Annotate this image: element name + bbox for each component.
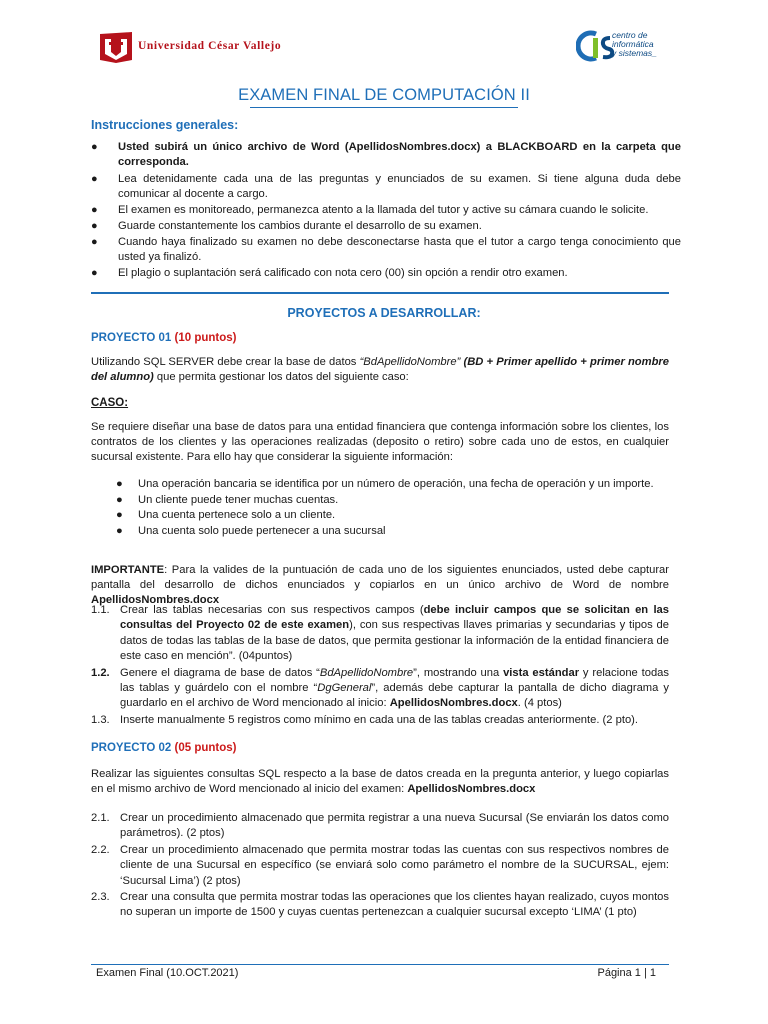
project2-label: PROYECTO 02 xyxy=(91,742,172,754)
project1-tasks xyxy=(91,603,669,729)
bullet-icon: ● xyxy=(91,141,98,153)
bullet-icon: ● xyxy=(91,267,98,279)
caso-item-text: Un cliente puede tener muchas cuentas. xyxy=(138,493,339,506)
task-item xyxy=(91,603,669,665)
task-text: Crear una consulta que permita mostrar todas las operaciones que los clientes hayan realizado, cuyos montos no superan un importe de 1500 y cuyas cuentas pertenezcan a cualquier sucursal excepto ‘LIMA’ (1 pto) xyxy=(120,891,669,919)
instruction-text: Usted subirá un único archivo de Word (ApellidosNombres.docx) a BLACKBOARD en la carpeta que corresponda. xyxy=(118,141,681,168)
projects-heading: PROYECTOS A DESARROLLAR: xyxy=(287,306,481,320)
instruction-text: Guarde constantemente los cambios durante el desarrollo de su examen. xyxy=(118,220,482,232)
instructions-heading: Instrucciones generales: xyxy=(91,118,239,132)
bullet-icon: ● xyxy=(91,204,98,216)
task-number: 2.2. xyxy=(91,843,110,856)
cis-line-3: y sistemas_ xyxy=(612,48,657,58)
footer-divider xyxy=(91,964,669,965)
task-text-bold: vista estándar xyxy=(503,666,580,679)
list-item xyxy=(116,477,656,493)
instruction-text: El examen es monitoreado, permanezca atento a la llamada del tutor y active su cámara cuando le solicite. xyxy=(118,204,649,216)
task-item xyxy=(91,811,669,842)
instruction-text: El plagio o suplantación será calificado con nota cero (00) sin opción a rendir otro examen. xyxy=(118,267,568,279)
task-text: Crear un procedimiento almacenado que permita registrar a una nueva Sucursal (Se enviarán los datos como parámetros). (2 ptos) xyxy=(120,812,669,840)
cis-line-1: centro de xyxy=(612,30,648,40)
important-note xyxy=(91,563,669,608)
footer-exam-date: Examen Final (10.OCT.2021) xyxy=(96,967,239,979)
caso-item-text: Una cuenta pertenece solo a un cliente. xyxy=(138,509,336,522)
task-text-bold: debe incluir campos que se solicitan en las consultas del Proyecto 02 de este examen xyxy=(120,604,670,632)
task-text: Crear las tablas necesarias con sus respectivos campos ( xyxy=(120,604,424,616)
task-item xyxy=(91,666,669,712)
task-text: . (4 ptos) xyxy=(517,697,562,710)
project2-intro xyxy=(91,767,669,797)
section-divider xyxy=(91,292,669,294)
task-item xyxy=(91,713,669,728)
project1-label: PROYECTO 01 xyxy=(91,332,172,344)
important-text: : Para la valides de la puntuación de cada uno de los siguientes enunciados, usted debe capturar pantalla del desarrollo de dichos enunciados y copiarlos en un único archivo de Word de nombre xyxy=(91,564,669,591)
bullet-icon: ● xyxy=(116,525,123,538)
list-item xyxy=(91,219,681,234)
cis-wordmark xyxy=(612,31,657,58)
task-number: 1.1. xyxy=(91,604,110,616)
task-number: 1.3. xyxy=(91,713,110,726)
footer-page-number: Página 1 | 1 xyxy=(597,967,656,979)
project1-intro xyxy=(91,355,669,385)
bullet-icon: ● xyxy=(116,509,123,522)
bullet-icon: ● xyxy=(91,220,98,232)
caso-text: Se requiere diseñar una base de datos para una entidad financiera que contenga información sobre los clientes, los contratos de los clientes y las operaciones realizadas (deposito o retiro) sobre cada uno de estos, en cualquier sucursal existente. Para ello hay que considerar la siguiente información: xyxy=(91,421,669,463)
task-db-name: BdApellidoNombre xyxy=(319,666,414,679)
task-text: ”, además debe capturar la pantalla de dicho diagrama y guardarlo en el archivo de Word mencionado al inicio: xyxy=(120,682,670,710)
project1-title xyxy=(91,332,237,344)
task-text: Genere el diagrama de base de datos “ xyxy=(120,666,320,679)
project2-tasks xyxy=(91,811,669,922)
caso-heading: CASO: xyxy=(91,397,129,409)
intro-db-format: (BD + Primer apellido + primer nombre del alumno) xyxy=(91,356,669,383)
title-underline xyxy=(250,107,518,108)
page-title: EXAMEN FINAL DE COMPUTACIÓN II xyxy=(238,86,530,104)
task-text: Inserte manualmente 5 registros como mínimo en cada una de las tablas creadas anteriormente. (2 pto). xyxy=(120,713,639,726)
important-label: IMPORTANTE xyxy=(91,564,165,576)
bullet-icon: ● xyxy=(116,478,123,490)
task-number: 2.3. xyxy=(91,891,110,904)
task-number: 1.2. xyxy=(91,666,110,679)
project1-points: (10 puntos) xyxy=(174,332,237,344)
cis-line-2: informática xyxy=(612,39,654,49)
important-file: ApellidosNombres.docx xyxy=(91,594,220,606)
list-item xyxy=(116,493,656,509)
bullet-icon: ● xyxy=(116,493,123,506)
caso-item-text: Una cuenta solo puede pertenecer a una sucursal xyxy=(138,525,386,538)
caso-item-text: Una operación bancaria se identifica por un número de operación, una fecha de operación y un importe. xyxy=(138,478,654,490)
task-file-name: ApellidosNombres.docx xyxy=(389,697,518,710)
task-item xyxy=(91,843,669,889)
university-name: Universidad César Vallejo xyxy=(138,40,282,52)
intro-text: Realizar las siguientes consultas SQL respecto a la base de datos creada en la pregunta anterior, y luego copiarlas en el mismo archivo de Word mencionado al inicio del examen: xyxy=(91,768,669,795)
bullet-icon: ● xyxy=(91,236,98,248)
instruction-text: Cuando haya finalizado su examen no debe desconectarse hasta que el tutor a cargo tenga conocimiento que usted ya finalizó. xyxy=(118,236,681,263)
task-text: ”, mostrando una xyxy=(413,666,504,679)
task-text: Crear un procedimiento almacenado que permita mostrar todas las cuentas con sus respectivos nombres de cliente de una Sucursal en específico (se enviará solo como parámetro el nombre de la SUCURSAL, ejem: ‘Sucursal Lima’) (2 ptos) xyxy=(120,843,669,887)
caso-list xyxy=(116,477,656,540)
list-item xyxy=(91,172,681,202)
intro-file: ApellidosNombres.docx xyxy=(407,783,536,795)
project2-points: (05 puntos) xyxy=(174,742,237,754)
bullet-icon: ● xyxy=(91,173,98,185)
task-text: y relacione todas las tablas y guárdelo con el nombre “ xyxy=(120,666,669,695)
instruction-text: Lea detenidamente cada una de las preguntas y enunciados de su examen. Si tiene alguna duda debe comunicar al docente a cargo. xyxy=(118,173,681,200)
intro-text-end: que permita gestionar los datos del siguiente caso: xyxy=(153,371,409,383)
task-number: 2.1. xyxy=(91,812,110,824)
instructions-list xyxy=(91,140,681,282)
task-diagram-name: DgGeneral xyxy=(317,682,372,695)
list-item xyxy=(116,524,656,540)
task-item xyxy=(91,890,669,921)
task-text: ), con sus respectivas llaves primarias y secundarias y tipos de datos de todas las tablas de la base de datos, que permita gestionar la información de la entidad financiera de este caso en mención”. (04puntos) xyxy=(120,619,669,663)
project2-title xyxy=(91,742,237,754)
list-item xyxy=(91,266,681,281)
intro-db-name: “BdApellidoNombre” xyxy=(359,356,461,368)
intro-text: Utilizando SQL SERVER debe crear la base de datos xyxy=(91,356,360,368)
list-item xyxy=(91,203,681,218)
list-item xyxy=(91,235,681,265)
list-item xyxy=(91,140,681,170)
list-item xyxy=(116,508,656,524)
ucv-logo-icon xyxy=(98,30,134,64)
